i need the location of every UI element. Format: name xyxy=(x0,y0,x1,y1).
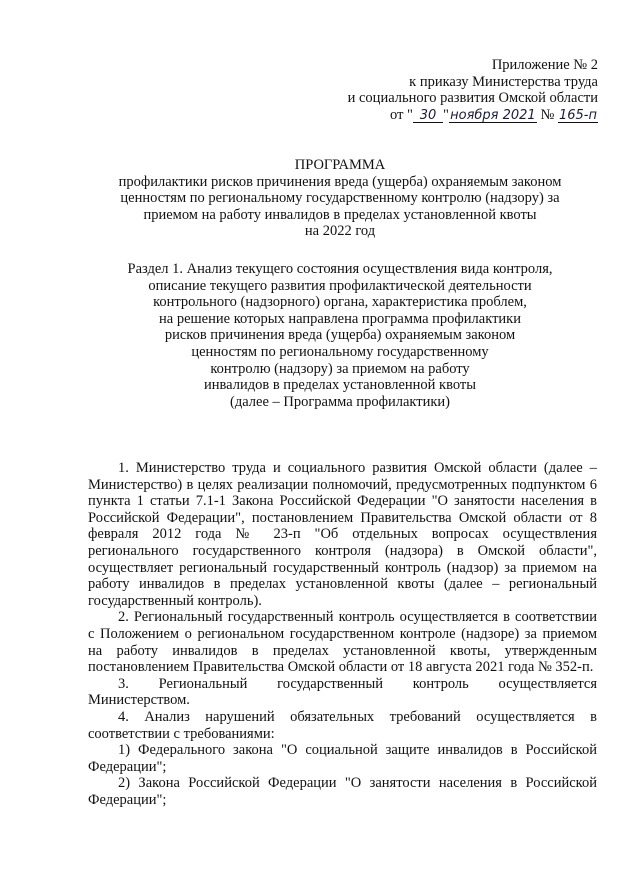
body-text xyxy=(88,460,597,808)
list-item-2: 2) Закона Российской Федерации "О занятости населения в Российской Федерации"; xyxy=(88,775,597,808)
section-heading-line: инвалидов в пределах установленной квоты xyxy=(204,377,476,394)
order-day: 30 xyxy=(419,107,437,123)
order-date-line xyxy=(348,107,598,124)
section-heading xyxy=(80,261,600,410)
appendix-header xyxy=(348,57,598,123)
program-title-block xyxy=(80,157,600,240)
order-month-year: ноября 2021 xyxy=(450,107,536,123)
list-item-1: 1) Федерального закона "О социальной защите инвалидов в Российской Федерации"; xyxy=(88,742,597,775)
program-title: ПРОГРАММА xyxy=(294,157,386,173)
appendix-ministry: и социального развития Омской области xyxy=(347,90,598,107)
section-heading-line: ценностям по региональному государственному xyxy=(191,343,489,360)
program-subtitle-line: на 2022 год xyxy=(304,223,376,240)
section-heading-line: рисков причинения вреда (ущерба) охраняемым законом xyxy=(164,327,516,344)
section-heading-line: (далее – Программа профилактики) xyxy=(230,393,450,410)
program-subtitle-line: ценностям по региональному государственному контролю (надзору) за xyxy=(120,190,560,207)
section-heading-line: контролю (надзору) за приемом на работу xyxy=(210,360,470,377)
order-date-quote: " xyxy=(442,106,449,123)
program-subtitle-line: профилактики рисков причинения вреда (ущерба) охраняемым законом xyxy=(118,173,562,190)
section-heading-line: на решение которых направлена программа профилактики xyxy=(159,310,521,327)
program-subtitle-line: приемом на работу инвалидов в пределах установленной квоты xyxy=(143,206,537,223)
order-number: 165-п xyxy=(558,107,597,123)
paragraph-3: 3. Региональный государственный контроль осуществляется Министерством. xyxy=(88,675,597,709)
appendix-order-ref: к приказу Министерства труда xyxy=(409,73,598,90)
appendix-number: Приложение № 2 xyxy=(491,57,598,73)
paragraph-2: 2. Региональный государственный контроль осуществляется в соответствии с Положением о региональном государственном контроле (надзоре) за приемом на работу инвалидов в пределах установленной квоты, утвержденным постановлением Правительства Омской области от 18 августа 2021 года № 352-п. xyxy=(88,609,597,676)
paragraph-4: 4. Анализ нарушений обязательных требований осуществляется в соответствии с требованиями: xyxy=(88,708,597,742)
paragraph-1: 1. Министерство труда и социального развития Омской области (далее – Министерство) в целях реализации полномочий, предусмотренных подпунктом 6 пункта 1 статьи 7.1-1 Закона Российской Федерации "О занятости населения в Российской Федерации", постановлением Правительства Омской области от 8 февраля 2012 года № 23-п "Об отдельных вопросах осуществления регионального государственного контроля (надзора) в Омской области", осуществляет региональный государственный контроль (надзор) за приемом на работу инвалидов в пределах установленной квоты (далее – региональный государственный контроль). xyxy=(88,460,597,609)
section-heading-line: описание текущего развития профилактической деятельности xyxy=(148,277,532,294)
order-date-prefix: от " xyxy=(390,106,413,123)
section-heading-line: контрольного (надзорного) органа, характеристика проблем, xyxy=(153,294,527,311)
section-heading-line: Раздел 1. Анализ текущего состояния осуществления вида контроля, xyxy=(127,261,553,277)
order-number-label: № xyxy=(540,106,555,123)
